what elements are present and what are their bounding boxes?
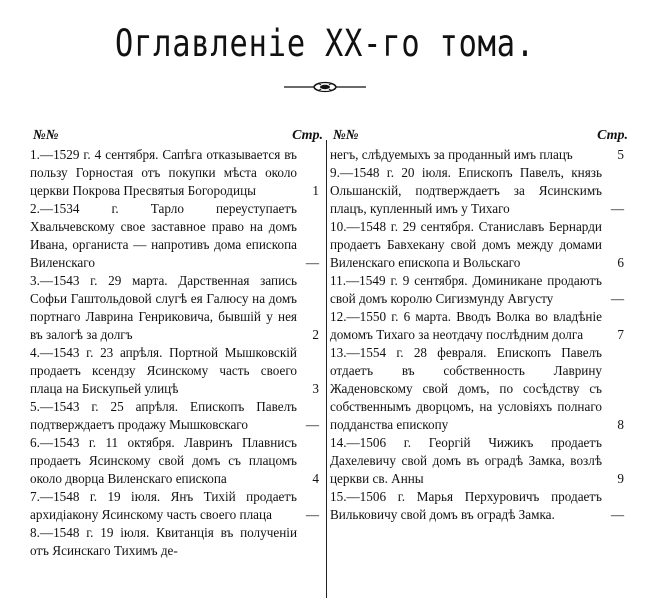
toc-entry-page: 7 (617, 327, 624, 342)
toc-entry-page: 3 (312, 381, 319, 396)
ornament-divider-icon (284, 80, 366, 94)
toc-entry-page: 9 (617, 471, 624, 486)
toc-entry-text: 13.—1554 г. 28 февраля. Епископъ Павелъ отдаетъ въ собственность Лаврину Жаденовскому свой домъ, по сосѣдству съ собственнымъ дворцомъ, на условіяхъ полнаго подданства епископу (330, 345, 602, 432)
toc-column-left (30, 128, 325, 560)
toc-entry-page: — (305, 417, 319, 432)
toc-entry-text: 8.—1548 г. 19 іюля. Квитанція въ полученіи отъ Ясинскаго Тихимъ де- (30, 525, 297, 558)
toc-entry-text: негъ, слѣдуемыхъ за проданный имъ плацъ (330, 147, 573, 162)
toc-entry (330, 146, 630, 164)
toc-entry (330, 488, 630, 524)
toc-entry (30, 524, 325, 560)
toc-entry-text: 11.—1549 г. 9 сентября. Доминикане продаютъ свой домъ королю Сигизмунду Августу (330, 273, 602, 306)
toc-entry (330, 434, 630, 488)
toc-entry-text: 10.—1548 г. 29 сентября. Станиславъ Бернарди продаетъ Бавхекану свой домъ между домами Виленскаго епископа и Вольскаго (330, 219, 602, 270)
toc-entry (330, 272, 630, 308)
toc-entry (30, 272, 325, 344)
toc-entry-page: — (610, 507, 624, 522)
numbers-header: №№ (333, 128, 359, 143)
column-header (330, 128, 630, 146)
toc-entry-page: 5 (617, 147, 624, 162)
toc-entry-text: 2.—1534 г. Тарло переуступаетъ Хвальчевскому свое заставное право на домъ Ивана, органиста — напротивъ дома епископа Виленскаго (30, 201, 297, 270)
numbers-header: №№ (33, 128, 59, 143)
toc-entry-text: 4.—1543 г. 23 апрѣля. Портной Мышковскій продаетъ ксендзу Ясинскому часть своего плаца на Бискупьей улицѣ (30, 345, 297, 396)
toc-entry-page: — (305, 507, 319, 522)
toc-entry (30, 344, 325, 398)
toc-entry-text: 7.—1548 г. 19 іюля. Янъ Тихій продаетъ архидіакону Ясинскому часть своего плаца (30, 489, 297, 522)
toc-entry-text: 15.—1506 г. Марья Перхуровичъ продаетъ Вильковичу свой домъ въ оградѣ Замка. (330, 489, 602, 522)
toc-entry-text: 5.—1543 г. 25 апрѣля. Епископъ Павелъ подтверждаетъ продажу Мышковскаго (30, 399, 297, 432)
toc-entry-page: — (610, 291, 624, 306)
toc-entry (330, 218, 630, 272)
column-divider (326, 140, 327, 598)
toc-entry-text: 12.—1550 г. 6 марта. Вводъ Волка во владѣніе домомъ Тихаго за неотдачу послѣдним долга (330, 309, 602, 342)
page-header: Стр. (597, 128, 628, 143)
toc-entry-page: 6 (617, 255, 624, 270)
toc-entry-text: 1.—1529 г. 4 сентября. Сапѣга отказывается въ пользу Горностая отъ покупки мѣста около церкви Покрова Пресвятыя Богородицы (30, 147, 297, 198)
toc-entry (30, 488, 325, 524)
toc-entry-page: — (305, 255, 319, 270)
page-title: Оглавленіе XX-го тома. (115, 22, 535, 65)
toc-entry (30, 200, 325, 272)
toc-entry-text: 6.—1543 г. 11 октября. Лавринъ Плавнисъ продаетъ Ясинскому свой домъ съ плацомъ около дворца Виленскаго епископа (30, 435, 297, 486)
toc-list-right (330, 146, 630, 524)
toc-entry-page: 8 (617, 417, 624, 432)
toc-entry-text: 9.—1548 г. 20 іюля. Епископъ Павелъ, князь Ольшанскій, подтверждаетъ за Ясинскимъ плацъ, купленный имъ у Тихаго (330, 165, 602, 216)
toc-entry (330, 344, 630, 434)
toc-entry (330, 164, 630, 218)
toc-column-right (330, 128, 630, 524)
toc-entry (30, 398, 325, 434)
toc-entry-text: 14.—1506 г. Георгій Чижикъ продаетъ Дахелевичу свой домъ въ оградѣ Замка, возлѣ церкви св. Анны (330, 435, 602, 486)
toc-entry-page: 4 (312, 471, 319, 486)
toc-entry-page: 1 (312, 183, 319, 198)
toc-list-left (30, 146, 325, 560)
toc-entry-page: — (610, 201, 624, 216)
column-header (30, 128, 325, 146)
toc-entry (30, 434, 325, 488)
toc-entry-text: 3.—1543 г. 29 марта. Дарственная запись Софьи Гаштольдовой слугѣ ея Галюсу на домъ портнаго Лаврина Генриковича, бывшій у нея въ залогѣ за долгъ (30, 273, 297, 342)
toc-entry-page: 2 (312, 327, 319, 342)
page-header: Стр. (292, 128, 323, 143)
toc-entry (330, 308, 630, 344)
toc-entry (30, 146, 325, 200)
